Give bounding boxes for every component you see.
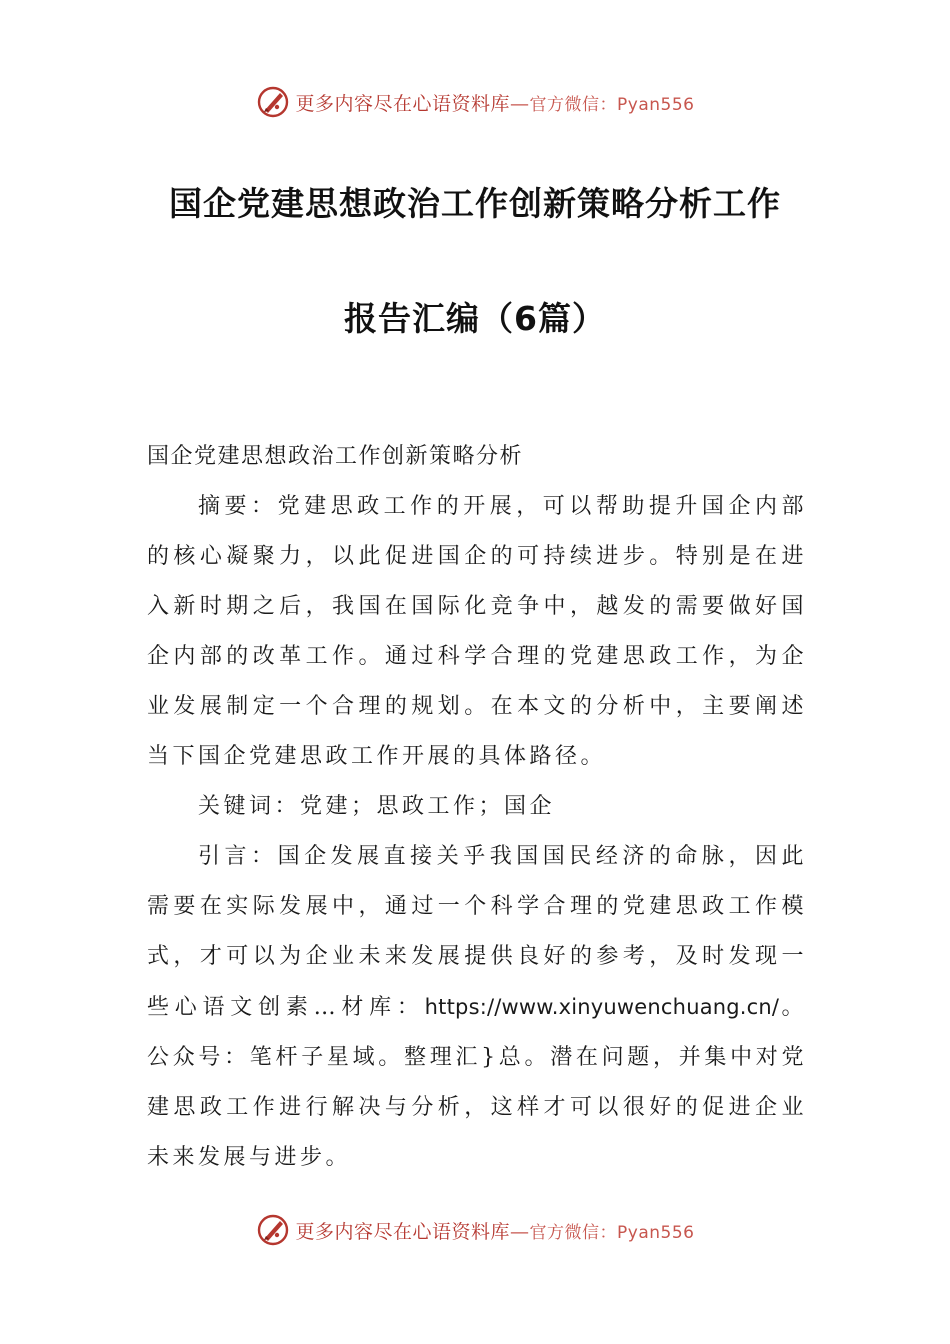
intro-text-a: 引言：国企发展直接关乎我国国民经济的命脉，因此需要在实际发展中，通过一个科学合理的党建思政工作模式，才可以为企业未来发展提供良好的参考，及时发现一些心语文创素…材库： [147,844,807,1020]
watermark-text: 更多内容尽在心语资料库—官方微信：Pyan556 [295,92,695,115]
intro-paragraph [147,832,807,1183]
watermark-text: 更多内容尽在心语资料库—官方微信：Pyan556 [295,1220,695,1243]
document-title-line-1: 国企党建思想政治工作创新策略分析工作 [169,184,781,223]
source-url: https://www.xinyuwenchuang.cn/ [424,995,780,1019]
pen-logo-icon [256,85,290,119]
watermark-banner-top [0,82,950,122]
section-subtitle: 国企党建思想政治工作创新策略分析 [147,444,524,469]
abstract-paragraph: 摘要：党建思政工作的开展，可以帮助提升国企内部的核心凝聚力，以此促进国企的可持续进步。特别是在进入新时期之后，我国在国际化竞争中，越发的需要做好国企内部的改革工作。通过科学合理的党建思政工作，为企业发展制定一个合理的规划。在本文的分析中，主要阐述当下国企党建思政工作开展的具体路径。 [147,494,807,769]
document-title-line-2: 报告汇编（6篇） [344,299,606,338]
intro-text-b: 。公众号：笔杆子星域。整理汇}总。潜在问题，并集中对党建思政工作进行解决与分析，这样才可以很好的促进企业未来发展与进步。 [147,995,807,1170]
document-body [147,432,807,1183]
watermark-banner-bottom [0,1210,950,1250]
keywords-paragraph: 关键词：党建；思政工作；国企 [198,794,556,819]
pen-logo-icon [256,1213,290,1247]
